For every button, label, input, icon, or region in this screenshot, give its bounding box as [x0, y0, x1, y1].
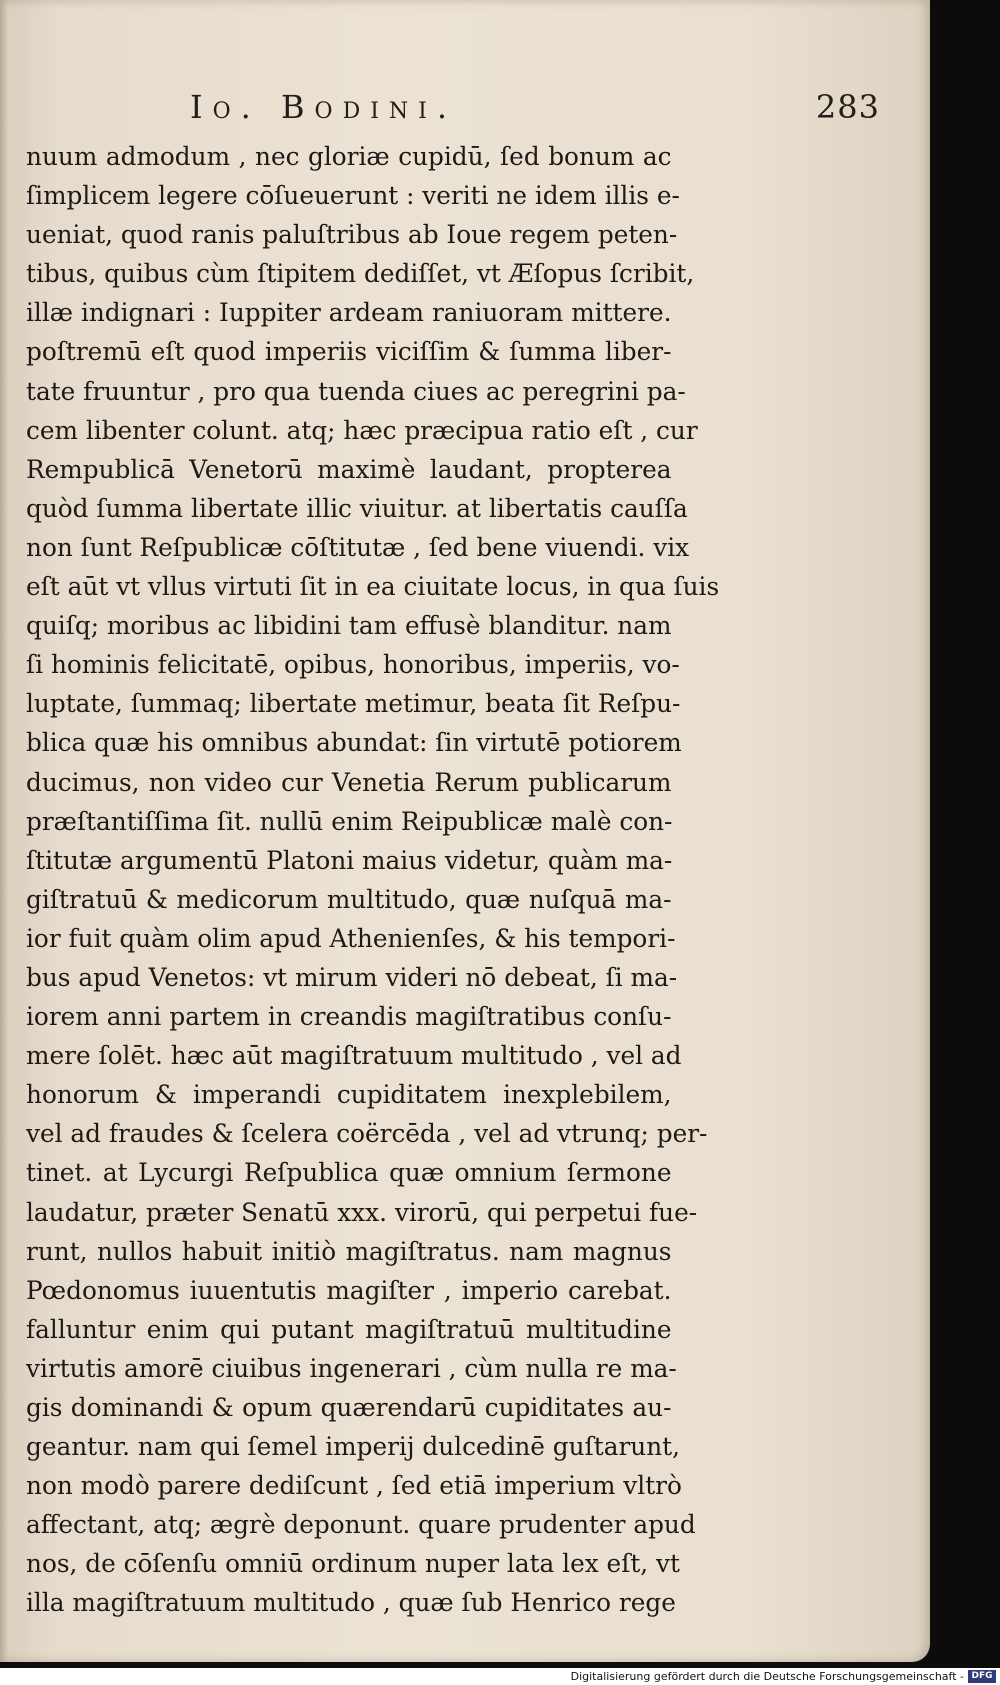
text-line: mere ſolēt. hæc aūt magiſtratuum multitudo , vel ad	[26, 1041, 682, 1071]
text-line: ſimplicem legere cōſueuerunt : veriti ne idem illis e-	[26, 181, 680, 211]
text-line: poſtremū eſt quod imperiis viciſſim & ſumma liber-	[26, 337, 672, 367]
text-line: illæ indignari : Iuppiter ardeam raniuoram mittere.	[26, 298, 672, 328]
text-line: quiſq; moribus ac libidini tam effusè blanditur. nam	[26, 611, 672, 641]
text-line: nos, de cōſenſu omniū ordinum nuper lata lex eſt, vt	[26, 1549, 680, 1579]
text-line: præſtantiſſima ſit. nullū enim Reipublicæ malè con-	[26, 806, 673, 836]
text-line: runt, nullos habuit initiò magiſtratus. nam magnus	[26, 1236, 672, 1266]
text-line: eſt aūt vt vllus virtuti ſit in ea ciuitate locus, in qua ſuis	[26, 572, 720, 602]
text-line: ſi hominis felicitatē, opibus, honoribus, imperiis, vo-	[26, 650, 680, 680]
text-line: giſtratuū & medicorum multitudo, quæ nuſquā ma-	[26, 884, 672, 914]
text-line: honorum & imperandi cupiditatem inexplebilem,	[26, 1080, 672, 1110]
text-line: iorem anni partem in creandis magiſtratibus conſu-	[26, 1002, 672, 1032]
text-line: tinet. at Lycurgi Reſpublica quæ omnium ſermone	[26, 1158, 672, 1188]
text-line: virtutis amorē ciuibus ingenerari , cùm nulla re ma-	[26, 1353, 677, 1383]
text-line: blica quæ his omnibus abundat: ſin virtutē potiorem	[26, 728, 682, 758]
running-head: Io. Bodini.	[190, 88, 458, 126]
text-line: tibus, quibus cùm ſtipitem dediſſet, vt Æſopus ſcribit,	[26, 259, 695, 289]
text-line: bus apud Venetos: vt mirum videri nō debeat, ſi ma-	[26, 962, 678, 992]
text-line: Rempublicā Venetorū maximè laudant, propterea	[26, 454, 672, 484]
text-line: ueniat, quod ranis paluſtribus ab Ioue regem peten-	[26, 220, 678, 250]
text-line: non ſunt Reſpublicæ cōſtitutæ , ſed bene viuendi. vix	[26, 532, 690, 562]
text-line: affectant, atq; ægrè deponunt. quare prudenter apud	[26, 1510, 696, 1540]
text-line: quòd ſumma libertate illic viuitur. at libertatis cauſſa	[26, 493, 688, 523]
footer-bar	[0, 1668, 1000, 1685]
funding-credit: Digitalisierung gefördert durch die Deutsche Forschungsgemeinschaft -	[570, 1670, 964, 1683]
body-text	[26, 137, 720, 1623]
page-header	[190, 88, 880, 132]
text-line: falluntur enim qui putant magiſtratuū multitudine	[26, 1314, 672, 1344]
text-line: gis dominandi & opum quærendarū cupiditates au-	[26, 1393, 672, 1422]
text-line: ior fuit quàm olim apud Athenienſes, & his tempori-	[26, 923, 676, 953]
text-line: laudatur, præter Senatū xxx. virorū, qui perpetui fue-	[26, 1197, 698, 1227]
text-line: tate fruuntur , pro qua tuenda ciues ac peregrini pa-	[26, 376, 686, 406]
text-line: nuum admodum , nec gloriæ cupidū, ſed bonum ac	[26, 142, 672, 171]
text-line: ducimus, non video cur Venetia Rerum publicarum	[26, 767, 672, 797]
page-number: 283	[815, 88, 880, 126]
text-line: geantur. nam qui ſemel imperij dulcedinē guſtarunt,	[26, 1432, 680, 1462]
text-line: illa magiſtratuum multitudo , quæ ſub Henrico rege	[26, 1588, 676, 1618]
dfg-logo-icon: DFG	[968, 1670, 996, 1683]
text-line: non modò parere dediſcunt , ſed etiā imperium vltrò	[26, 1471, 682, 1501]
text-line: Pœdonomus iuuentutis magiſter , imperio carebat.	[26, 1275, 672, 1305]
text-line: cem libenter colunt. atq; hæc præcipua ratio eſt , cur	[26, 415, 698, 445]
text-line: ſtitutæ argumentū Platoni maius videtur, quàm ma-	[26, 845, 673, 875]
text-line: luptate, ſummaq; libertate metimur, beata ſit Reſpu-	[26, 689, 681, 719]
text-line: vel ad fraudes & ſcelera coërcēda , vel ad vtrunq; per-	[26, 1119, 708, 1149]
